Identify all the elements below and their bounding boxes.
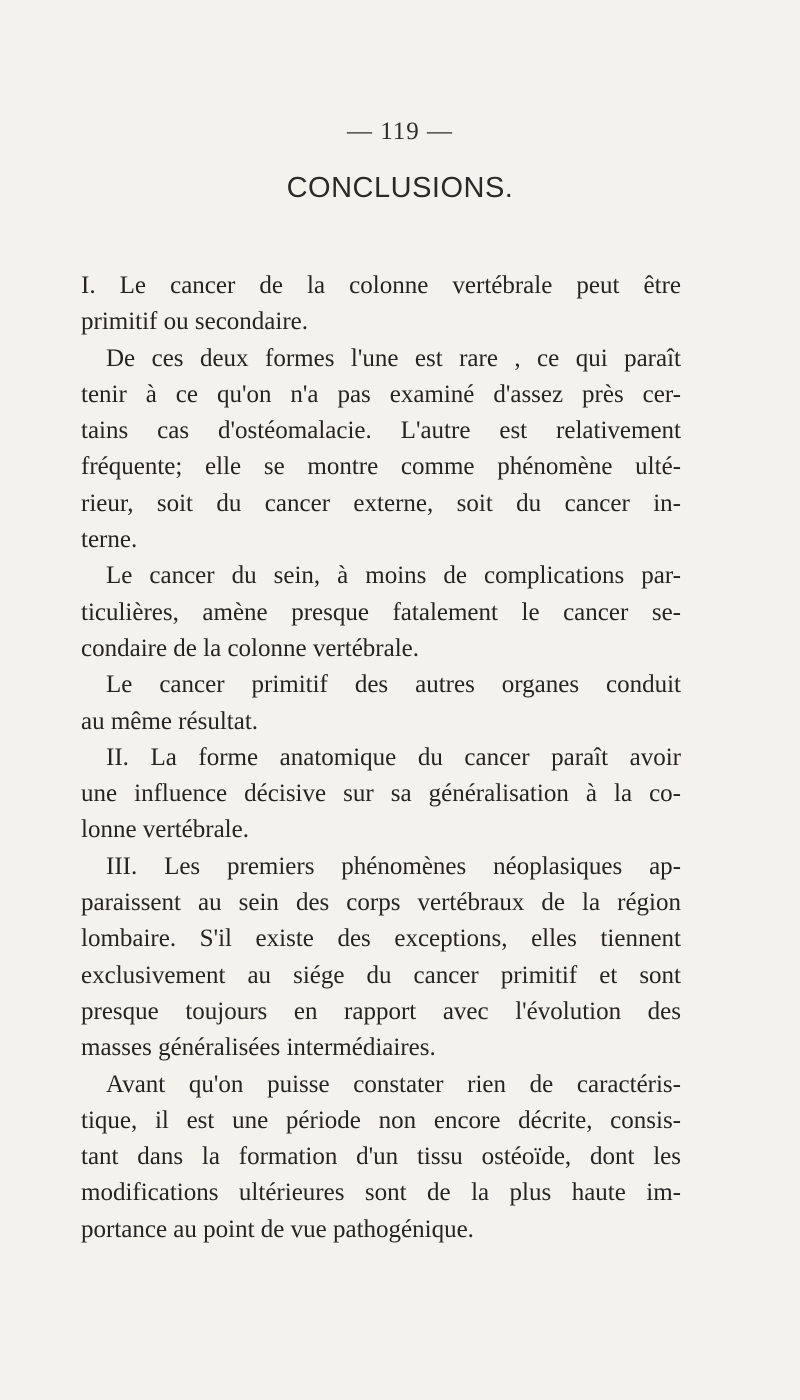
text-line: lombaire. S'il existe des exceptions, elles tiennent (81, 925, 681, 953)
text-line: tenir à ce qu'on n'a pas examiné d'assez près cer- (81, 380, 681, 408)
text-line: paraissent au sein des corps vertébraux de la région (81, 889, 681, 917)
text-line: tains cas d'ostéomalacie. L'autre est relativement (81, 417, 681, 445)
text-line: primitif ou secondaire. (81, 308, 309, 336)
text-line: ticulières, amène presque fatalement le cancer se- (81, 598, 681, 626)
text-line: tant dans la formation d'un tissu ostéoïde, dont les (81, 1143, 681, 1171)
text-line: Le cancer primitif des autres organes conduit (106, 671, 681, 699)
body-text (81, 268, 681, 1248)
text-line: Avant qu'on puisse constater rien de caractéris- (106, 1070, 681, 1098)
text-line: II. La forme anatomique du cancer paraît avoir (106, 743, 681, 771)
text-line: terne. (81, 526, 138, 554)
text-line: fréquente; elle se montre comme phénomène ulté- (81, 453, 681, 481)
text-line: presque toujours en rapport avec l'évolution des (81, 997, 681, 1025)
text-line: portance au point de vue pathogénique. (81, 1215, 474, 1243)
text-line: au même résultat. (81, 707, 259, 735)
text-line: rieur, soit du cancer externe, soit du cancer in- (81, 489, 681, 517)
text-line: condaire de la colonne vertébrale. (81, 634, 420, 662)
text-line: lonne vertébrale. (81, 816, 249, 844)
text-line: modifications ultérieures sont de la plus haute im- (81, 1179, 681, 1207)
text-line: tique, il est une période non encore décrite, consis- (81, 1106, 681, 1134)
text-line: De ces deux formes l'une est rare , ce qui paraît (106, 344, 681, 372)
text-line: III. Les premiers phénomènes néoplasiques ap- (106, 852, 681, 880)
text-line: Le cancer du sein, à moins de complications par- (106, 562, 681, 590)
page-number: — 119 — (346, 118, 454, 145)
text-line: une influence décisive sur sa généralisation à la co- (81, 780, 681, 808)
text-line: masses généralisées intermédiaires. (81, 1034, 436, 1062)
text-line: I. Le cancer de la colonne vertébrale peut être (81, 272, 681, 299)
section-title: CONCLUSIONS. (286, 172, 514, 204)
text-line: exclusivement au siége du cancer primitif et sont (81, 961, 681, 989)
